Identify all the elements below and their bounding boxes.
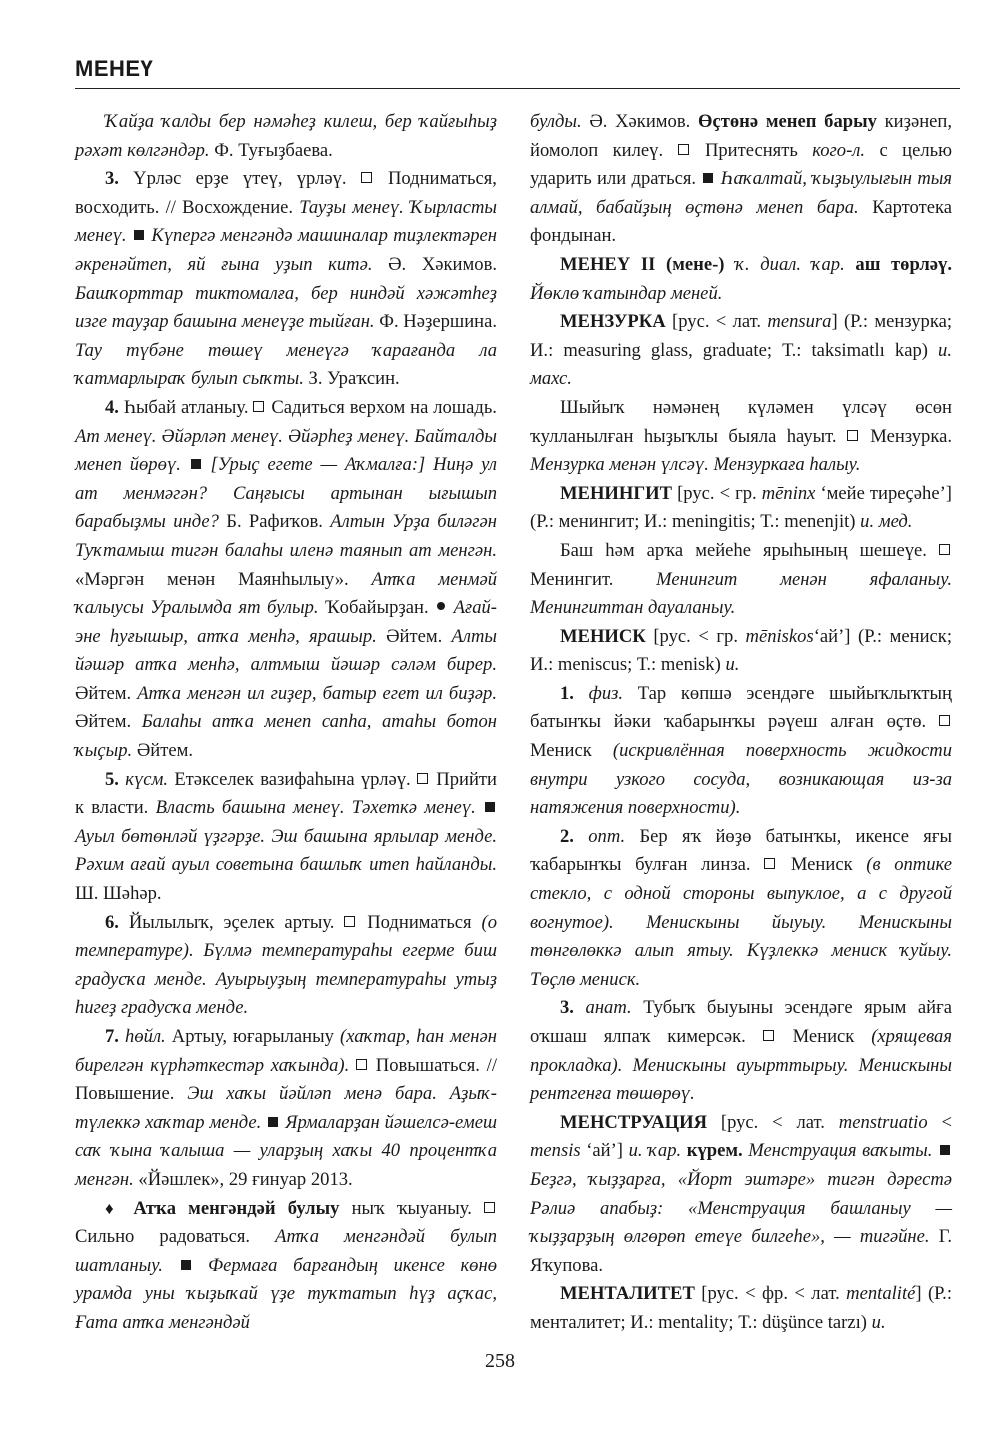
definition: Тубыҡ быуыны эсендәге ярым айға оҡшаш ялпаҡ кимерсәк. xyxy=(530,997,952,1047)
source-citation: Ш. Шәһәр. xyxy=(75,883,162,905)
usage-label: и. xyxy=(871,1311,886,1333)
example-text: Менискыны ауырттырыу. Менискыны рентгенға төшөрөү. xyxy=(530,1054,952,1105)
etymology: [рус. < фр. < лат. xyxy=(701,1283,840,1305)
russian-equivalent: Мензурка. xyxy=(870,425,952,447)
sense-number: 7. xyxy=(105,1026,119,1047)
usage-note: (хаҡтар, һан менән бирелгән күрһәткестәр хаҡында). xyxy=(75,1026,498,1076)
source-citation: Ф. Нәҙершина. xyxy=(379,311,498,333)
example-text: Ағай-эне һуғышыр, атҡа менһә, ярашыр. xyxy=(75,597,497,647)
example-text: [Урыҫ егете — Аҡмалға:] Ниңә ул ат менмәгән? Саңғысы артынан ығышып барабыҙмы инде? xyxy=(75,454,497,533)
translation-marker-icon xyxy=(344,916,355,927)
source-citation: Әйтем. xyxy=(75,682,132,704)
usage-note: кого-л. xyxy=(812,139,866,161)
sense-number: 1. xyxy=(560,682,574,704)
example-text: Беҙгә, ҡыҙҙарға, «Йорт эштәре» тигән дәрестә Рәлиә апабыҙ: «Менструация башланыу — ҡыҙҙарҙың өлгөрөп етеүе билгеһе», — тигәйне. xyxy=(530,1168,952,1248)
example-text: Мензурка менән үлсәү. Мензуркаға һалыу. xyxy=(530,454,861,476)
source-citation: Ф. Туғыҙбаева. xyxy=(214,139,333,161)
etymology: [рус. < гр. xyxy=(677,482,757,504)
russian-equivalent: Мениск xyxy=(530,740,592,762)
running-head: МЕНЕҮ xyxy=(75,56,154,81)
menisk-sense-1 xyxy=(530,680,952,823)
cross-reference: күрем. xyxy=(686,1140,743,1162)
headword: МЕНТАЛИТЕТ xyxy=(560,1283,695,1305)
usage-label: и. мед. xyxy=(860,511,913,533)
example-text: Атҡа менмәй ҡалыусы Уралымда ят булыр. xyxy=(75,568,497,619)
etymon: mensura xyxy=(767,311,832,333)
etymon: mēninx xyxy=(761,482,816,504)
phrase-headword: Өҫтөнә менеп барыу xyxy=(698,111,877,132)
usage-label: һөйл. xyxy=(125,1026,166,1047)
definition: Артыу, юғарыланыу xyxy=(171,1026,334,1047)
sense-number: 2. xyxy=(560,825,574,847)
example-text: Атҡа менгән ил гиҙер, батыр егет ил биҙәр. xyxy=(137,682,497,704)
headword: МЕНЕҮ II (мене-) xyxy=(560,253,725,275)
source-citation: Ә. Хәкимов. xyxy=(589,111,691,132)
definition: Шыйыҡ нәмәнең күләмен үлсәү өсөн ҡулланылған һыҙыҡлы быяла һауыт. xyxy=(530,396,952,447)
translation-marker-icon xyxy=(847,430,858,441)
headword: МЕНИСК xyxy=(560,625,646,647)
russian-equivalent: Мениск xyxy=(790,854,853,876)
sense-number: 5. xyxy=(105,768,119,790)
usage-label: и. xyxy=(725,654,740,676)
definition: Йылылыҡ, эҫелек артыу. xyxy=(128,911,335,933)
russian-equivalent: Садиться верхом на лошадь. xyxy=(271,396,497,418)
example-text: Башҡорттар тиктомалға, бер ниндәй хәжәтһеҙ изге тауҙар башына менеүҙе тыйған. xyxy=(75,282,497,333)
usage-note: (хрящевая прокладка). xyxy=(530,1026,952,1076)
sense-number: 3. xyxy=(105,168,119,190)
example-text: Бүлмә температураһы егерме биш градусҡа менде. Ауырыуҙың температураһы утыҙ һигеҙ градусҡа менде. xyxy=(75,940,497,1019)
translation-marker-icon xyxy=(764,858,775,869)
source-citation: Ә. Хәкимов. xyxy=(388,253,497,275)
entry-mentalitet xyxy=(530,1280,952,1337)
definition: Үрләс ерҙе үтеү, үрләү. xyxy=(133,168,347,190)
translation-marker-icon xyxy=(763,1030,774,1041)
sense-4 xyxy=(75,394,497,766)
quotation-marker-icon xyxy=(940,1145,950,1155)
quotation-marker-icon xyxy=(181,1260,191,1270)
quotation-marker-icon xyxy=(268,1117,278,1127)
usage-label: күсм. xyxy=(125,768,169,790)
phraseology xyxy=(75,1195,497,1338)
headword: МЕНСТРУАЦИЯ xyxy=(560,1111,708,1133)
usage-note: (искривлённая поверхность жидкости внутри узкого сосуда, возникающая из-за натяжения поверхности). xyxy=(530,740,953,819)
etymology: [рус. < лат. xyxy=(720,1111,825,1133)
sense-3 xyxy=(75,165,497,394)
example-text: Алтын Урҙа биләгән Туҡтамыш тигән балаһы иленә таянып ат менгән. xyxy=(75,511,497,561)
usage-label: физ. xyxy=(588,682,624,704)
russian-equivalent: с целью ударить или драться. xyxy=(530,139,952,190)
etymology: [рус. < гр. xyxy=(653,625,738,647)
example-text: Балаһы атҡа менеп сапһа, атаһы ботон ҡыҫыр. xyxy=(75,711,497,762)
example-text: Ҡайҙа ҡалды бер нәмәһеҙ килеш, бер ҡайғыһыҙ рәхәт көлгәндәр. xyxy=(75,111,497,161)
source-citation: Әйтем. xyxy=(386,625,443,647)
definition: Баш һәм арҡа мейеһе ярыһының шешеүе. xyxy=(560,539,927,561)
etymology: [рус. < лат. xyxy=(672,311,762,333)
source-citation: «Йәшлек», 29 ғинуар 2013. xyxy=(138,1168,353,1190)
entry-menisk xyxy=(530,623,952,680)
sense-7 xyxy=(75,1023,497,1195)
russian-equivalent: Прийти к власти. xyxy=(75,768,497,819)
source-citation: «Мәргән менән Маянһылыу». xyxy=(75,568,349,590)
source-citation: З. Ураҡсин. xyxy=(308,368,400,390)
example-text: Тауҙы менеү. Ҡырласты менеү. xyxy=(75,196,497,247)
entry-menew-ii xyxy=(530,251,952,308)
entry-menstruatsiya xyxy=(530,1109,952,1281)
example-text: Менискыны йыуыу. Менискыны төнгөлөккә алып ятыу. Күҙлеккә мениск ҡуйыу. Төҫлө мениск. xyxy=(530,911,953,990)
russian-equivalent: Менингит. xyxy=(530,568,614,590)
usage-note: (в оптике стекло, с одной стороны выпуклое, а с другой вогнутое). xyxy=(530,854,952,933)
translation-marker-icon xyxy=(356,1059,367,1070)
equivalents: ‘мейе тиреҫәһе’] (Р.: менингит; И.: meningitis; Т.: menenjit) xyxy=(530,482,952,533)
etymon: mentalité xyxy=(846,1283,916,1305)
quotation-marker-icon xyxy=(703,173,713,183)
example-text: Күпергә менгәндә машиналар тиҙлектәрен әкренәйтеп, яй ғына уҙып китә. xyxy=(75,225,497,275)
entry-continuation xyxy=(530,108,952,251)
cross-reference: аш төрләү. xyxy=(855,253,952,275)
quotation-marker-icon xyxy=(191,459,201,469)
translation-marker-icon xyxy=(484,1202,495,1213)
phrase-headword: Атҡа менгәндәй булыу xyxy=(133,1197,340,1219)
source-citation: Ҡобайырҙан. xyxy=(325,597,429,619)
definition: Һыбай атланыу. xyxy=(123,396,249,418)
sense-number: 4. xyxy=(105,396,119,418)
entry-meningit xyxy=(530,480,952,537)
diamond-icon: ♦ xyxy=(105,1198,122,1218)
usage-label: и. махс. xyxy=(530,339,952,390)
quotation-marker-icon xyxy=(485,802,495,812)
example-text: Эш хаҡы йәйләп менә бара. Аҙыҡ-түлеккә хаҡтар менде. xyxy=(75,1083,497,1133)
usage-label: опт. xyxy=(588,825,626,847)
equivalents: ] (Р.: менталитет; И.: mentality; Т.: düşünce tarzı) xyxy=(530,1283,952,1333)
equivalents: ‘ай’] xyxy=(586,1140,623,1162)
example-text: Һаҡалтай, ҡыҙыулығын тыя алмай, бабайҙың өҫтөнә менеп бара. xyxy=(530,168,952,218)
russian-equivalent: Подниматься, восходить. // Восхождение. xyxy=(75,168,497,218)
usage-label: и. ҡар. xyxy=(628,1140,682,1162)
header-rule xyxy=(75,88,960,89)
example-text: Ярмаларҙан йәшелсә-емеш саҡ ҡына ҡалыша — уларҙың хаҡы 40 процентҡа менгән. xyxy=(75,1111,497,1190)
example-text: булды. xyxy=(530,111,582,132)
definition: киҙәнеп, йомолоп килеү. xyxy=(530,111,952,161)
translation-marker-icon xyxy=(939,715,950,726)
example-text: Менингит менән яфаланыу. Менингиттан дауаланыу. xyxy=(530,568,952,619)
example-text: Алты йәшәр атҡа менһә, алтмыш йәшәр сәләм бирер. xyxy=(75,625,497,676)
translation-marker-icon xyxy=(361,172,372,183)
usage-label: ҡ. диал. ҡар. xyxy=(735,253,845,275)
example-text: Ауыл бөтөнләй үҙгәрҙе. Эш башына ярлылар менде. Рәхим ағай ауыл советына башлыҡ итеп һайланды. xyxy=(75,825,497,876)
equivalents: ] (Р.: мензурка; И.: measuring glass, graduate; Т.: taksimatlı kap) xyxy=(530,311,953,361)
russian-equivalent: Мениск xyxy=(792,1026,855,1047)
russian-equivalent: Повышаться. // Повышение. xyxy=(75,1054,497,1105)
translation-marker-icon xyxy=(253,401,264,412)
definition: Тар көпшә эсендәге шыйыҡлыҡтың батынҡы йәки ҡабарынҡы рәүеш алған өҫтө. xyxy=(530,682,952,733)
russian-equivalent: Подниматься xyxy=(367,911,472,933)
sense-number: 3. xyxy=(560,997,574,1019)
menisk-sense-2 xyxy=(530,823,952,995)
source-citation: Картотека фондынан. xyxy=(530,196,952,247)
example-text: Ат менеү. Әйәрләп менеү. Әйәрһеҙ менеү. Байталды менеп йөрөү. xyxy=(75,425,497,476)
usage-label: анат. xyxy=(585,997,632,1019)
equivalents: ‘ай’] (Р.: мениск; И.: meniscus; Т.: menisk) xyxy=(530,625,952,676)
translation-marker-icon xyxy=(417,773,428,784)
quotation-marker-icon xyxy=(134,230,144,240)
headword: МЕНИНГИТ xyxy=(560,482,673,504)
menisk-sense-3 xyxy=(530,994,952,1108)
example-text: Атҡа менгәндәй булып шатланыу. xyxy=(75,1226,497,1276)
sense-5 xyxy=(75,766,497,909)
etymon: menstruatio xyxy=(838,1111,928,1133)
source-citation: Б. Рафиҡов. xyxy=(226,511,323,533)
translation-marker-icon xyxy=(939,544,950,555)
definition: ныҡ ҡыуаныу. xyxy=(351,1197,472,1219)
sense-6 xyxy=(75,909,497,1023)
definition: Етәкселек вазифаһына үрләү. xyxy=(174,768,411,790)
source-citation: Әйтем. xyxy=(75,711,132,733)
example-text: Менструация ваҡыты. xyxy=(748,1140,933,1162)
etymon: mensis xyxy=(530,1140,581,1162)
example-text: Фермаға барғандың икенсе көнө урамда уны ҡыҙыҡай үҙе туҡтатып һүҙ аҫҡас, Ғата атҡа менгәндәй xyxy=(75,1254,497,1333)
entry-continuation xyxy=(75,108,497,165)
example-text: Тау түбәне төшеү менеүгә ҡарағанда ла ҡатмарлыраҡ булып сыҡты. xyxy=(75,339,497,390)
russian-equivalent: Притеснять xyxy=(704,139,798,161)
usage-note: (о температуре). xyxy=(75,911,497,962)
translation-marker-icon xyxy=(678,144,689,155)
page-number: 258 xyxy=(485,1350,515,1372)
russian-equivalent: Сильно радоваться. xyxy=(75,1226,251,1248)
example-text: Власть башына менеү. Тәхеткә менеү. xyxy=(155,797,476,819)
entry-menzurka xyxy=(530,308,952,394)
etymon: mēniskos xyxy=(745,625,814,647)
entry-meningit-definition xyxy=(530,537,952,623)
source-citation: Г. Яҡупова. xyxy=(530,1226,952,1276)
example-text: Йөклө ҡатындар меней. xyxy=(530,282,723,304)
sense-number: 6. xyxy=(105,911,119,933)
headword: МЕНЗУРКА xyxy=(560,311,666,333)
etymology: < xyxy=(941,1111,952,1133)
source-citation: Әйтем. xyxy=(136,740,194,762)
right-column xyxy=(530,108,952,1338)
proverb-marker-icon xyxy=(437,602,445,610)
left-column xyxy=(75,108,497,1338)
definition: Бер яҡ йөҙө батынҡы, икенсе яғы ҡабарынҡы булған линза. xyxy=(530,825,952,876)
entry-menzurka-definition xyxy=(530,394,952,480)
